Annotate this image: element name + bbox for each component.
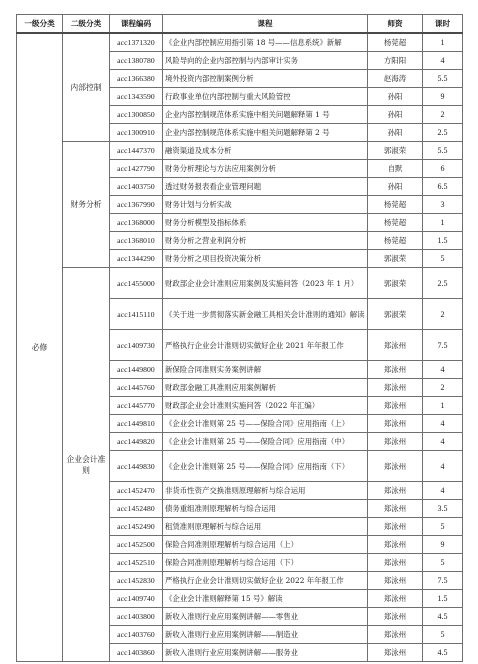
teacher-cell: 郑泳州	[368, 482, 423, 500]
teacher-cell: 郑泳州	[368, 518, 423, 536]
course-title-cell: 债务重组准则原理解析与综合运用	[163, 500, 368, 518]
teacher-cell: 郭淑荣	[368, 250, 423, 268]
teacher-cell: 郑泳州	[368, 500, 423, 518]
course-title-cell: 新收入准则行业应用案例讲解——制造业	[163, 626, 368, 644]
teacher-cell: 方阳阳	[368, 52, 423, 70]
teacher-cell: 杨莞超	[368, 196, 423, 214]
teacher-cell: 杨莞超	[368, 232, 423, 250]
course-code-cell: acc1300910	[110, 124, 163, 142]
course-title-cell: 财务分析之营业利润分析	[163, 232, 368, 250]
course-title-cell: 财务分析模型及指标体系	[163, 214, 368, 232]
hours-cell: 4	[423, 361, 463, 379]
teacher-cell: 郑泳州	[368, 433, 423, 451]
hours-cell: 2	[423, 299, 463, 330]
hours-cell: 4	[423, 415, 463, 433]
hours-cell: 4.5	[423, 644, 463, 662]
course-title-cell: 《企业会计准则第 25 号——保险合同》应用指南（上）	[163, 415, 368, 433]
teacher-cell: 郑泳州	[368, 572, 423, 590]
teacher-cell: 孙阳	[368, 178, 423, 196]
table-row	[17, 142, 463, 160]
course-code-cell: acc1371320	[110, 33, 163, 52]
hours-cell: 5	[423, 518, 463, 536]
course-code-cell: acc1452500	[110, 536, 163, 554]
hours-cell: 1	[423, 214, 463, 232]
course-code-cell: acc1452830	[110, 572, 163, 590]
hours-cell: 4	[423, 433, 463, 451]
course-title-cell: 财政部企业会计准则实施问答（2022 年汇编）	[163, 397, 368, 415]
course-code-cell: acc1452480	[110, 500, 163, 518]
course-code-cell: acc1415110	[110, 299, 163, 330]
course-code-cell: acc1403860	[110, 644, 163, 662]
table-row	[17, 33, 463, 52]
course-code-cell: acc1403800	[110, 608, 163, 626]
teacher-cell: 郑泳州	[368, 397, 423, 415]
teacher-cell: 孙阳	[368, 106, 423, 124]
course-code-cell: acc1409730	[110, 330, 163, 361]
course-code-cell: acc1449830	[110, 451, 163, 482]
table-header	[17, 15, 463, 34]
course-title-cell: 《企业会计准则第 25 号——保险合同》应用指南（下）	[163, 451, 368, 482]
teacher-cell: 郑泳州	[368, 590, 423, 608]
hours-cell: 1	[423, 33, 463, 52]
hours-cell: 6.5	[423, 178, 463, 196]
hours-cell: 3	[423, 196, 463, 214]
hours-cell: 9	[423, 536, 463, 554]
course-code-cell: acc1344290	[110, 250, 163, 268]
course-code-cell: acc1368000	[110, 214, 163, 232]
course-code-cell: acc1449820	[110, 433, 163, 451]
course-code-cell: acc1403750	[110, 178, 163, 196]
hours-cell: 6	[423, 160, 463, 178]
hours-cell: 4	[423, 451, 463, 482]
course-code-cell: acc1368010	[110, 232, 163, 250]
course-code-cell: acc1449810	[110, 415, 163, 433]
hours-cell: 5	[423, 250, 463, 268]
course-title-cell: 境外投资内部控制案例分析	[163, 70, 368, 88]
course-title-cell: 保险合同准则原理解析与综合运用（下）	[163, 554, 368, 572]
course-title-cell: 保险合同准则原理解析与综合运用（上）	[163, 536, 368, 554]
teacher-cell: 郭淑荣	[368, 268, 423, 299]
hours-cell: 4	[423, 52, 463, 70]
table-row	[17, 268, 463, 299]
hours-cell: 2	[423, 379, 463, 397]
course-title-cell: 透过财务报表看企业管理问题	[163, 178, 368, 196]
course-code-cell: acc1367990	[110, 196, 163, 214]
course-code-cell: acc1452470	[110, 482, 163, 500]
hours-cell: 5.5	[423, 142, 463, 160]
category1-cell: 必修	[17, 33, 63, 662]
course-code-cell: acc1449800	[110, 361, 163, 379]
course-code-cell: acc1409740	[110, 590, 163, 608]
teacher-cell: 郑泳州	[368, 554, 423, 572]
course-code-cell: acc1455000	[110, 268, 163, 299]
course-title-cell: 非货币性资产交换准则原理解析与综合运用	[163, 482, 368, 500]
teacher-cell: 杨莞超	[368, 33, 423, 52]
course-code-cell: acc1452510	[110, 554, 163, 572]
course-code-cell: acc1366380	[110, 70, 163, 88]
course-title-cell: 严格执行企业会计准则切实做好企业 2021 年年报工作	[163, 330, 368, 361]
hours-cell: 7.5	[423, 330, 463, 361]
teacher-cell: 郑泳州	[368, 644, 423, 662]
header-cat2: 二级分类	[63, 15, 110, 34]
header-code: 课程编码	[110, 15, 163, 34]
course-title-cell: 新收入准则行业应用案例讲解——零售业	[163, 608, 368, 626]
course-title-cell: 《企业会计准则解释第 15 号》解读	[163, 590, 368, 608]
course-title-cell: 财务计划与分析实战	[163, 196, 368, 214]
hours-cell: 7.5	[423, 572, 463, 590]
course-title-cell: 新保险合同准则实务案例讲解	[163, 361, 368, 379]
hours-cell: 5	[423, 626, 463, 644]
course-title-cell: 租赁准则原理解析与综合运用	[163, 518, 368, 536]
course-title-cell: 财务分析之项目投资决策分析	[163, 250, 368, 268]
hours-cell: 2.5	[423, 124, 463, 142]
header-hours: 课时	[423, 15, 463, 34]
course-code-cell: acc1343590	[110, 88, 163, 106]
teacher-cell: 郑泳州	[368, 626, 423, 644]
hours-cell: 1.5	[423, 232, 463, 250]
category2-cell: 内部控制	[63, 33, 110, 142]
header-title: 课程	[163, 15, 368, 34]
hours-cell: 5	[423, 554, 463, 572]
course-code-cell: acc1300850	[110, 106, 163, 124]
course-title-cell: 《关于进一步贯彻落实新金融工具相关会计准则的通知》解读	[163, 299, 368, 330]
hours-cell: 4.5	[423, 608, 463, 626]
teacher-cell: 郑泳州	[368, 330, 423, 361]
course-title-cell: 财政部企业会计准则应用案例及实施问答（2023 年 1 月）	[163, 268, 368, 299]
course-title-cell: 财政部金融工具准则应用案例解析	[163, 379, 368, 397]
hours-cell: 4	[423, 482, 463, 500]
hours-cell: 2	[423, 106, 463, 124]
course-title-cell: 新收入准则行业应用案例讲解——服务业	[163, 644, 368, 662]
table-body	[17, 33, 463, 662]
header-teacher: 师资	[368, 15, 423, 34]
course-code-cell: acc1380780	[110, 52, 163, 70]
category2-cell: 企业会计准则	[63, 268, 110, 662]
course-title-cell: 融资渠道及成本分析	[163, 142, 368, 160]
course-code-cell: acc1445760	[110, 379, 163, 397]
course-code-cell: acc1403760	[110, 626, 163, 644]
hours-cell: 1.5	[423, 590, 463, 608]
teacher-cell: 郑泳州	[368, 361, 423, 379]
teacher-cell: 郑泳州	[368, 536, 423, 554]
hours-cell: 9	[423, 88, 463, 106]
teacher-cell: 赵海涛	[368, 70, 423, 88]
course-title-cell: 企业内部控制规范体系实施中相关问题解释第 1 号	[163, 106, 368, 124]
course-code-cell: acc1427790	[110, 160, 163, 178]
course-title-cell: 财务分析理论与方法应用案例分析	[163, 160, 368, 178]
hours-cell: 3.5	[423, 500, 463, 518]
teacher-cell: 郑泳州	[368, 608, 423, 626]
course-title-cell: 行政事业单位内部控制与重大风险管控	[163, 88, 368, 106]
course-title-cell: 《企业内部控制应用指引第 18 号——信息系统》新解	[163, 33, 368, 52]
teacher-cell: 郑泳州	[368, 415, 423, 433]
hours-cell: 5.5	[423, 70, 463, 88]
teacher-cell: 郭淑荣	[368, 299, 423, 330]
teacher-cell: 孙阳	[368, 124, 423, 142]
hours-cell: 2.5	[423, 268, 463, 299]
course-title-cell: 严格执行企业会计准则切实做好企业 2022 年年报工作	[163, 572, 368, 590]
teacher-cell: 孙阳	[368, 88, 423, 106]
teacher-cell: 郭淑荣	[368, 142, 423, 160]
teacher-cell: 郑泳州	[368, 451, 423, 482]
course-table	[16, 14, 463, 662]
header-cat1: 一级分类	[17, 15, 63, 34]
category2-cell: 财务分析	[63, 142, 110, 268]
teacher-cell: 自默	[368, 160, 423, 178]
course-title-cell: 企业内部控制规范体系实施中相关问题解释第 2 号	[163, 124, 368, 142]
course-code-cell: acc1445770	[110, 397, 163, 415]
teacher-cell: 杨莞超	[368, 214, 423, 232]
teacher-cell: 郑泳州	[368, 379, 423, 397]
course-title-cell: 《企业会计准则第 25 号——保险合同》应用指南（中）	[163, 433, 368, 451]
course-title-cell: 风险导向的企业内部控制与内部审计实务	[163, 52, 368, 70]
hours-cell: 1	[423, 397, 463, 415]
course-code-cell: acc1452490	[110, 518, 163, 536]
course-code-cell: acc1447370	[110, 142, 163, 160]
